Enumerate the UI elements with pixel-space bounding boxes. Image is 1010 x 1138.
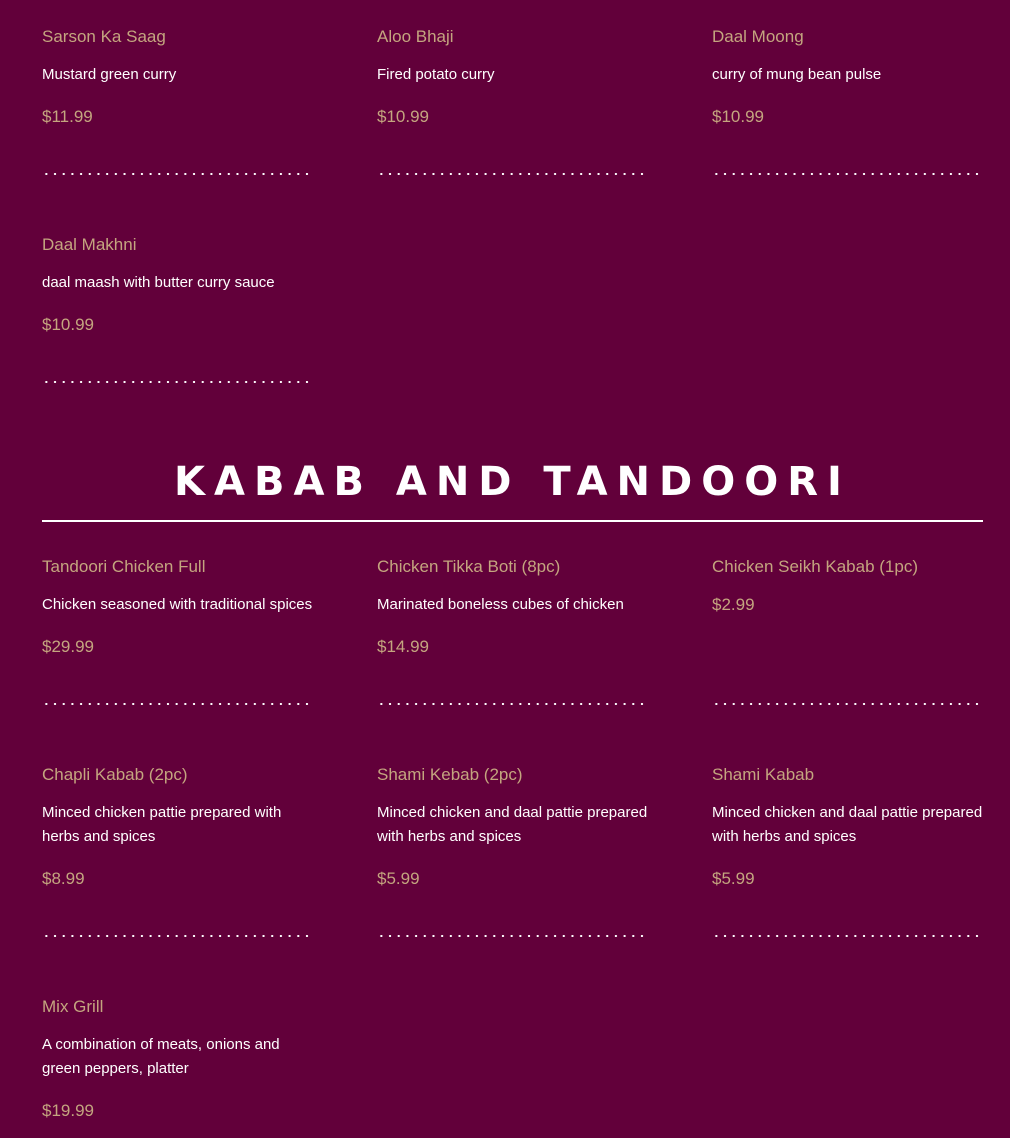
- item-price: $10.99: [712, 107, 764, 126]
- item-price: $11.99: [42, 107, 93, 126]
- item-description: Minced chicken and daal pattie prepared with herbs and spices: [377, 804, 648, 845]
- item-name: Shami Kabab: [712, 765, 815, 784]
- dotted-divider: [377, 935, 647, 937]
- dotted-divider: [377, 173, 647, 175]
- item-description: Fired potato curry: [377, 66, 495, 83]
- item-name: Tandoori Chicken Full: [42, 557, 206, 576]
- dotted-divider: [712, 703, 982, 705]
- section-title: KABAB AND TANDOORI: [174, 459, 851, 505]
- item-name: Daal Makhni: [42, 235, 137, 254]
- item-name: Mix Grill: [42, 997, 104, 1016]
- item-name: Chicken Seikh Kabab (1pc): [712, 557, 919, 576]
- item-description: Minced chicken pattie prepared with herbs and spices: [42, 804, 282, 845]
- item-name: Chicken Tikka Boti (8pc): [377, 557, 561, 576]
- item-description: Minced chicken and daal pattie prepared with herbs and spices: [712, 804, 983, 845]
- item-name: Chapli Kabab (2pc): [42, 765, 188, 784]
- item-price: $10.99: [42, 315, 94, 334]
- dotted-divider: [42, 173, 312, 175]
- dotted-divider: [42, 381, 312, 383]
- item-description: Chicken seasoned with traditional spices: [42, 596, 313, 613]
- item-name: Daal Moong: [712, 27, 804, 46]
- section-divider: [42, 520, 983, 522]
- item-price: $2.99: [712, 595, 755, 614]
- item-description: Mustard green curry: [42, 66, 177, 83]
- dotted-divider: [712, 935, 982, 937]
- dotted-divider: [377, 703, 647, 705]
- item-price: $14.99: [377, 637, 429, 656]
- item-description: curry of mung bean pulse: [712, 66, 882, 83]
- item-name: Aloo Bhaji: [377, 27, 454, 46]
- dotted-divider: [42, 935, 312, 937]
- item-name: Sarson Ka Saag: [42, 27, 166, 46]
- item-description: A combination of meats, onions and green peppers, platter: [42, 1036, 280, 1077]
- item-description: daal maash with butter curry sauce: [42, 274, 275, 291]
- dotted-divider: [712, 173, 982, 175]
- item-price: $29.99: [42, 637, 94, 656]
- item-name: Shami Kebab (2pc): [377, 765, 523, 784]
- item-price: $19.99: [42, 1101, 94, 1120]
- item-description: Marinated boneless cubes of chicken: [377, 596, 624, 613]
- item-price: $10.99: [377, 107, 429, 126]
- dotted-divider: [42, 703, 312, 705]
- item-price: $5.99: [377, 869, 420, 888]
- item-price: $5.99: [712, 869, 755, 888]
- item-price: $8.99: [42, 869, 85, 888]
